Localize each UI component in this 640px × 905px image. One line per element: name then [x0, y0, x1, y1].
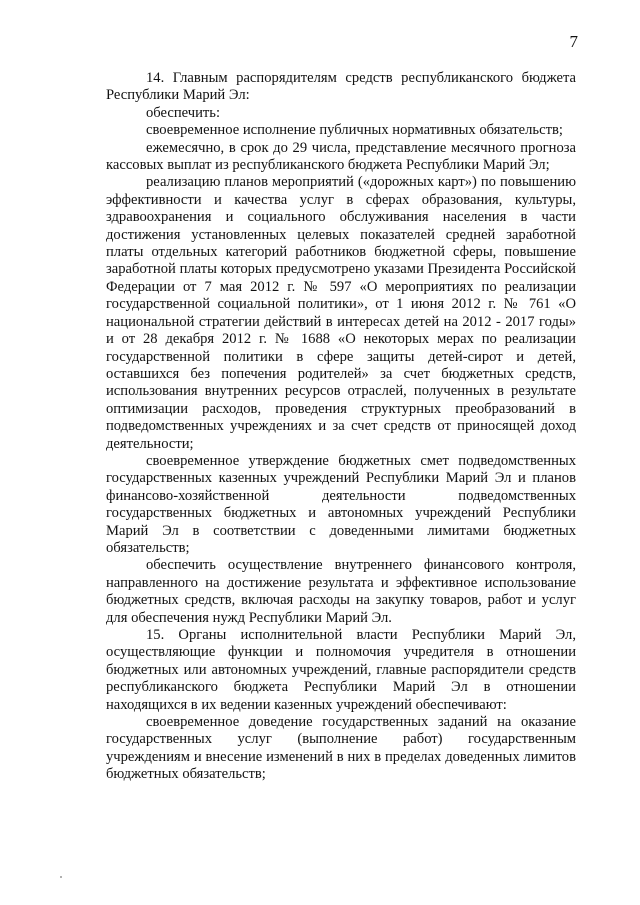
paragraph-ensure-label: обеспечить:	[146, 104, 221, 121]
paragraph-public-obligations: своевременное исполнение публичных нормативных обязательств;	[146, 122, 563, 139]
document-body	[106, 70, 576, 784]
paragraph-monthly-forecast: ежемесячно, в срок до 29 числа, представление месячного прогноза кассовых выплат из республиканского бюджета Республики Марий Эл;	[106, 139, 576, 174]
page-number: 7	[569, 32, 578, 51]
paragraph-15-intro: 15. Органы исполнительной власти Республики Марий Эл, осуществляющие функции и полномочия учредителя в отношении бюджетных или автономных учреждений, главные распорядители средств республиканского бюджета Республики Марий Эл в отношении находящихся в их ведении казенных учреждений обеспечивают:	[106, 627, 576, 713]
scan-artifact	[60, 876, 62, 878]
paragraph-14-intro: 14. Главным распорядителям средств республиканского бюджета Республики Марий Эл:	[106, 70, 576, 104]
paragraph-state-assignments: своевременное доведение государственных заданий на оказание государственных услуг (выполнение работ) государственным учреждениям и внесение изменений в них в пределах доведенных лимитов бюджетных обязательств;	[106, 714, 576, 783]
paragraph-road-maps: реализацию планов мероприятий («дорожных карт») по повышению эффективности и качества услуг в сферах образования, культуры, здравоохранения и социального обслуживания населения в части достижения установленных целевых показателей средней заработной платы отдельных категорий работников бюджетной сферы, повышение заработной платы которых предусмотрено указами Президента Российской Федерации от 7 мая 2012 г. № 597 «О мероприятиях по реализации государственной социальной политики», от 1 июня 2012 г. № 761 «О национальной стратегии действий в интересах детей на 2012 - 2017 годы» и от 28 декабря 2012 г. № 1688 «О некоторых мерах по реализации государственной политики в сфере защиты детей-сирот и детей, оставшихся без попечения родителей» за счет бюджетных средств, использования внутренних ресурсов отраслей, полученных в результате оптимизации расходов, проведения структурных преобразований в подведомственных учреждениях и за счет средств от приносящей доход деятельности;	[106, 174, 576, 452]
paragraph-budget-estimates: своевременное утверждение бюджетных смет подведомственных государственных казенных учреждений Республики Марий Эл и планов финансово-хозяйственной деятельности подведомственных государственных бюджетных и автономных учреждений Республики Марий Эл в соответствии с доведенными лимитами бюджетных обязательств;	[106, 452, 576, 556]
paragraph-financial-control: обеспечить осуществление внутреннего финансового контроля, направленного на достижение результата и эффективное использование бюджетных средств, включая расходы на закупку товаров, работ и услуг для обеспечения нужд Республики Марий Эл.	[106, 557, 576, 626]
